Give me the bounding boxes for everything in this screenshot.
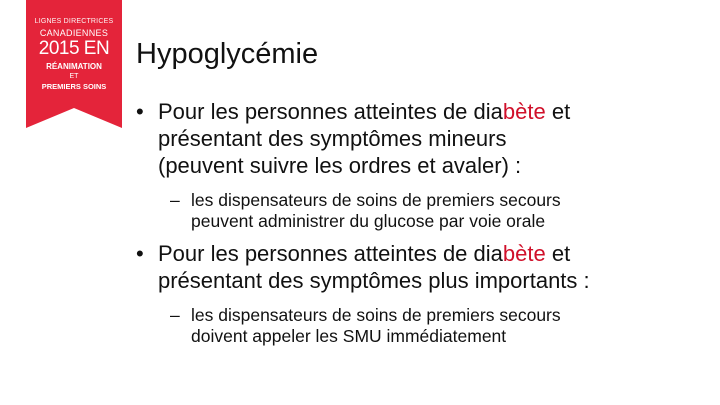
bullet-text-highlight: bète (502, 99, 546, 124)
bullet-glyph: • (136, 99, 144, 124)
bullet-text-post: et (545, 99, 571, 124)
logo-text-line5: ET (69, 73, 79, 80)
logo-text-line2: CANADIENNES (39, 28, 109, 38)
sub-bullet-text (191, 190, 690, 232)
bullet-glyph: • (136, 241, 144, 266)
bullet-item-1 (136, 98, 696, 179)
bullet-text-post: et (545, 241, 571, 266)
bullet-text-line3: (peuvent suivre les ordres et avaler) : (158, 153, 522, 178)
bullet-text-pre: Pour les personnes atteintes de dia (158, 241, 503, 266)
sub-bullet-item-2 (170, 305, 690, 347)
logo-text-line6: PREMIERS SOINS (41, 82, 107, 91)
dash-glyph: – (170, 190, 180, 210)
bullet-text (158, 240, 696, 294)
sub-bullet-item-1 (170, 190, 690, 232)
sub-bullet-line2: peuvent administrer du glucose par voie orale (191, 211, 546, 231)
logo-text-line1: LIGNES DIRECTRICES (34, 18, 114, 25)
guidelines-logo (26, 0, 122, 128)
bullet-text-line2: présentant des symptômes plus importants : (158, 268, 590, 293)
bullet-text-pre: Pour les personnes atteintes de dia (158, 99, 503, 124)
slide-title: Hypoglycémie (136, 38, 319, 70)
sub-bullet-line1: les dispensateurs de soins de premiers secours (191, 190, 561, 210)
bullet-text (158, 98, 696, 179)
bullet-item-2 (136, 240, 696, 294)
sub-bullet-line2: doivent appeler les SMU immédiatement (191, 326, 507, 346)
logo-text-year: 2015 EN (38, 38, 110, 59)
sub-bullet-line1: les dispensateurs de soins de premiers secours (191, 305, 561, 325)
sub-bullet-text (191, 305, 690, 347)
bullet-text-highlight: bète (502, 241, 546, 266)
logo-text-line4: RÉANIMATION (46, 62, 102, 71)
bullet-text-line2: présentant des symptômes mineurs (158, 126, 507, 151)
dash-glyph: – (170, 305, 180, 325)
